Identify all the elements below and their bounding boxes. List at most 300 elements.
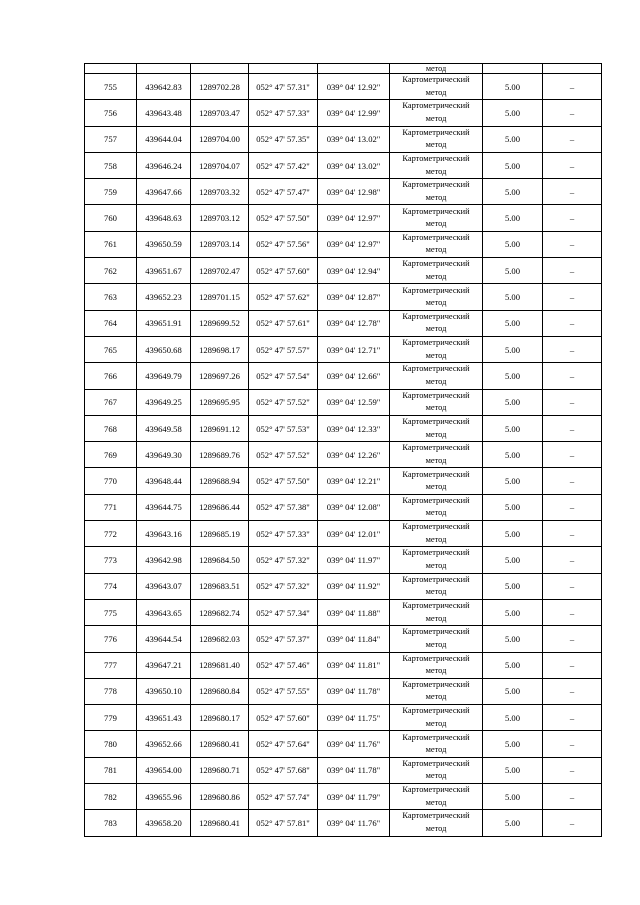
table-row bbox=[85, 310, 602, 336]
cell-accuracy: 5.00 bbox=[483, 784, 543, 810]
cell-note: – bbox=[543, 100, 602, 126]
cell-y: 1289685.19 bbox=[191, 521, 249, 547]
cell-y: 1289680.71 bbox=[191, 757, 249, 783]
cell-latitude: 052° 47' 57.32" bbox=[249, 547, 318, 573]
method-line-1: Картометрический bbox=[402, 522, 470, 532]
method-line-1: Картометрический bbox=[402, 285, 470, 295]
table-row bbox=[85, 678, 602, 704]
table-row bbox=[85, 179, 602, 205]
method-line-1: Картометрический bbox=[402, 338, 470, 348]
method-line-2: метод bbox=[425, 324, 447, 334]
cell-latitude: 052° 47' 57.68" bbox=[249, 757, 318, 783]
cell-longitude: 039° 04' 12.92" bbox=[318, 74, 390, 100]
cell-point-number: 768 bbox=[85, 415, 137, 441]
table-row bbox=[85, 205, 602, 231]
cell-note: – bbox=[543, 126, 602, 152]
cell-point-number: 758 bbox=[85, 152, 137, 178]
method-line-1: Картометрический bbox=[402, 206, 470, 216]
table-row bbox=[85, 626, 602, 652]
cell-point-number: 772 bbox=[85, 521, 137, 547]
cell-x: 439643.16 bbox=[137, 521, 191, 547]
cell-longitude: 039° 04' 13.02" bbox=[318, 152, 390, 178]
cell-accuracy: 5.00 bbox=[483, 521, 543, 547]
cell-x: 439643.07 bbox=[137, 573, 191, 599]
cell-longitude: 039° 04' 12.97" bbox=[318, 231, 390, 257]
cell-x: 439643.48 bbox=[137, 100, 191, 126]
cell-point-number bbox=[85, 64, 137, 74]
table-row bbox=[85, 415, 602, 441]
cell-note: – bbox=[543, 258, 602, 284]
cell-method bbox=[390, 810, 483, 836]
cell-latitude: 052° 47' 57.81" bbox=[249, 810, 318, 836]
method-line-2: метод bbox=[425, 718, 447, 728]
coordinates-table bbox=[84, 63, 602, 837]
cell-latitude: 052° 47' 57.38" bbox=[249, 494, 318, 520]
cell-x: 439649.25 bbox=[137, 389, 191, 415]
method-line-1: Картометрический bbox=[402, 653, 470, 663]
cell-note: – bbox=[543, 626, 602, 652]
method-line-1: Картометрический bbox=[402, 574, 470, 584]
cell-latitude: 052° 47' 57.64" bbox=[249, 731, 318, 757]
cell-latitude: 052° 47' 57.60" bbox=[249, 258, 318, 284]
cell-accuracy: 5.00 bbox=[483, 626, 543, 652]
cell-longitude: 039° 04' 12.94" bbox=[318, 258, 390, 284]
method-line-2: метод bbox=[425, 350, 447, 360]
cell-note: – bbox=[543, 599, 602, 625]
cell-method bbox=[390, 599, 483, 625]
table-row bbox=[85, 705, 602, 731]
cell-x: 439648.44 bbox=[137, 468, 191, 494]
cell-method: метод bbox=[390, 64, 483, 74]
cell-y: 1289703.47 bbox=[191, 100, 249, 126]
cell-method bbox=[390, 757, 483, 783]
cell-note: – bbox=[543, 494, 602, 520]
cell-accuracy: 5.00 bbox=[483, 678, 543, 704]
cell-x: 439650.10 bbox=[137, 678, 191, 704]
method-line-2: метод bbox=[425, 797, 447, 807]
method-line-1: Картометрический bbox=[402, 443, 470, 453]
cell-method bbox=[390, 205, 483, 231]
method-line-1: Картометрический bbox=[402, 469, 470, 479]
cell-longitude: 039° 04' 11.78" bbox=[318, 757, 390, 783]
cell-note: – bbox=[543, 179, 602, 205]
method-line-1: Картометрический bbox=[402, 548, 470, 558]
cell-y: 1289703.12 bbox=[191, 205, 249, 231]
method-line-1: Картометрический bbox=[402, 811, 470, 821]
cell-longitude: 039° 04' 11.97" bbox=[318, 547, 390, 573]
cell-x: 439644.54 bbox=[137, 626, 191, 652]
cell-y: 1289691.12 bbox=[191, 415, 249, 441]
cell-latitude: 052° 47' 57.35" bbox=[249, 126, 318, 152]
method-line-1: Картометрический bbox=[402, 101, 470, 111]
cell-method bbox=[390, 678, 483, 704]
cell-accuracy: 5.00 bbox=[483, 494, 543, 520]
table-row bbox=[85, 152, 602, 178]
cell-x: 439643.65 bbox=[137, 599, 191, 625]
table-row bbox=[85, 389, 602, 415]
cell-x: 439651.67 bbox=[137, 258, 191, 284]
cell-longitude: 039° 04' 12.78" bbox=[318, 310, 390, 336]
table-row bbox=[85, 573, 602, 599]
cell-note: – bbox=[543, 442, 602, 468]
cell-point-number: 759 bbox=[85, 179, 137, 205]
cell-longitude: 039° 04' 11.78" bbox=[318, 678, 390, 704]
cell-note: – bbox=[543, 310, 602, 336]
cell-latitude: 052° 47' 57.60" bbox=[249, 705, 318, 731]
cell-point-number: 756 bbox=[85, 100, 137, 126]
cell-accuracy: 5.00 bbox=[483, 231, 543, 257]
table-row bbox=[85, 100, 602, 126]
cell-x: 439650.59 bbox=[137, 231, 191, 257]
cell-longitude: 039° 04' 12.87" bbox=[318, 284, 390, 310]
cell-note: – bbox=[543, 757, 602, 783]
method-line-1: Картометрический bbox=[402, 758, 470, 768]
cell-longitude: 039° 04' 12.33" bbox=[318, 415, 390, 441]
cell-method bbox=[390, 363, 483, 389]
cell-method bbox=[390, 652, 483, 678]
cell-note: – bbox=[543, 784, 602, 810]
cell-x: 439642.98 bbox=[137, 547, 191, 573]
method-line-2: метод bbox=[425, 587, 447, 597]
cell-accuracy: 5.00 bbox=[483, 258, 543, 284]
cell-latitude: 052° 47' 57.50" bbox=[249, 205, 318, 231]
cell-y: 1289702.47 bbox=[191, 258, 249, 284]
cell-y: 1289689.76 bbox=[191, 442, 249, 468]
cell-method bbox=[390, 258, 483, 284]
cell-x: 439644.75 bbox=[137, 494, 191, 520]
cell-y: 1289684.50 bbox=[191, 547, 249, 573]
cell-latitude: 052° 47' 57.55" bbox=[249, 678, 318, 704]
cell-method bbox=[390, 152, 483, 178]
method-line-1: Картометрический bbox=[402, 679, 470, 689]
cell-note: – bbox=[543, 231, 602, 257]
cell-x: 439654.00 bbox=[137, 757, 191, 783]
table-row bbox=[85, 547, 602, 573]
cell-point-number: 762 bbox=[85, 258, 137, 284]
cell-latitude: 052° 47' 57.57" bbox=[249, 336, 318, 362]
method-line-1: Картометрический bbox=[402, 732, 470, 742]
cell-point-number: 755 bbox=[85, 74, 137, 100]
cell-longitude: 039° 04' 12.66" bbox=[318, 363, 390, 389]
cell-x: 439647.66 bbox=[137, 179, 191, 205]
cell-latitude: 052° 47' 57.56" bbox=[249, 231, 318, 257]
cell-latitude: 052° 47' 57.62" bbox=[249, 284, 318, 310]
method-line-1: Картометрический bbox=[402, 417, 470, 426]
method-line-2: метод bbox=[425, 482, 447, 492]
cell-note: – bbox=[543, 521, 602, 547]
cell-accuracy bbox=[483, 64, 543, 74]
method-line-2: метод bbox=[425, 560, 447, 570]
cell-y: 1289704.07 bbox=[191, 152, 249, 178]
cell-method bbox=[390, 442, 483, 468]
cell-longitude: 039° 04' 11.81" bbox=[318, 652, 390, 678]
cell-x: 439650.68 bbox=[137, 336, 191, 362]
table-row bbox=[85, 494, 602, 520]
cell-method bbox=[390, 547, 483, 573]
cell-y: 1289698.17 bbox=[191, 336, 249, 362]
cell-y: 1289682.03 bbox=[191, 626, 249, 652]
table-row bbox=[85, 442, 602, 468]
cell-longitude: 039° 04' 11.92" bbox=[318, 573, 390, 599]
cell-accuracy: 5.00 bbox=[483, 205, 543, 231]
cell-x: 439646.24 bbox=[137, 152, 191, 178]
cell-point-number: 766 bbox=[85, 363, 137, 389]
method-line-2: метод bbox=[425, 298, 447, 308]
cell-longitude: 039° 04' 12.71" bbox=[318, 336, 390, 362]
cell-note: – bbox=[543, 284, 602, 310]
cell-y: 1289702.28 bbox=[191, 74, 249, 100]
cell-longitude: 039° 04' 12.99" bbox=[318, 100, 390, 126]
cell-y bbox=[191, 64, 249, 74]
cell-point-number: 776 bbox=[85, 626, 137, 652]
cell-latitude: 052° 47' 57.42" bbox=[249, 152, 318, 178]
cell-method bbox=[390, 494, 483, 520]
cell-accuracy: 5.00 bbox=[483, 547, 543, 573]
method-line-2: метод bbox=[425, 376, 447, 386]
cell-y: 1289681.40 bbox=[191, 652, 249, 678]
cell-y: 1289680.86 bbox=[191, 784, 249, 810]
cell-latitude: 052° 47' 57.50" bbox=[249, 468, 318, 494]
cell-accuracy: 5.00 bbox=[483, 152, 543, 178]
table-row bbox=[85, 784, 602, 810]
cell-note: – bbox=[543, 652, 602, 678]
table-row bbox=[85, 336, 602, 362]
cell-longitude: 039° 04' 11.88" bbox=[318, 599, 390, 625]
cell-y: 1289703.14 bbox=[191, 231, 249, 257]
method-line-2: метод bbox=[425, 192, 447, 202]
cell-y: 1289699.52 bbox=[191, 310, 249, 336]
continuation-row bbox=[85, 64, 602, 74]
cell-x: 439648.63 bbox=[137, 205, 191, 231]
cell-accuracy: 5.00 bbox=[483, 599, 543, 625]
table-row bbox=[85, 126, 602, 152]
cell-x: 439644.04 bbox=[137, 126, 191, 152]
cell-method bbox=[390, 231, 483, 257]
cell-x: 439651.43 bbox=[137, 705, 191, 731]
cell-longitude: 039° 04' 11.84" bbox=[318, 626, 390, 652]
cell-accuracy: 5.00 bbox=[483, 652, 543, 678]
cell-point-number: 773 bbox=[85, 547, 137, 573]
cell-accuracy: 5.00 bbox=[483, 100, 543, 126]
cell-latitude: 052° 47' 57.61" bbox=[249, 310, 318, 336]
cell-method bbox=[390, 310, 483, 336]
cell-longitude: 039° 04' 12.26" bbox=[318, 442, 390, 468]
method-line-1: Картометрический bbox=[402, 706, 470, 716]
method-line-1: Картометрический bbox=[402, 364, 470, 374]
method-line-2: метод bbox=[425, 219, 447, 229]
cell-longitude: 039° 04' 11.79" bbox=[318, 784, 390, 810]
method-line-1: Картометрический bbox=[402, 154, 470, 164]
method-line-2: метод bbox=[425, 140, 447, 150]
cell-point-number: 779 bbox=[85, 705, 137, 731]
cell-accuracy: 5.00 bbox=[483, 310, 543, 336]
cell-y: 1289680.17 bbox=[191, 705, 249, 731]
method-line-2: метод bbox=[425, 771, 447, 781]
cell-y: 1289680.41 bbox=[191, 731, 249, 757]
cell-y: 1289704.00 bbox=[191, 126, 249, 152]
cell-method bbox=[390, 784, 483, 810]
cell-accuracy: 5.00 bbox=[483, 731, 543, 757]
cell-y: 1289680.84 bbox=[191, 678, 249, 704]
table-row bbox=[85, 284, 602, 310]
method-line-2: метод bbox=[425, 245, 447, 255]
method-line-1: Картометрический bbox=[402, 75, 470, 85]
method-line-1: Картометрический bbox=[402, 785, 470, 795]
cell-latitude: 052° 47' 57.32" bbox=[249, 573, 318, 599]
cell-latitude: 052° 47' 57.47" bbox=[249, 179, 318, 205]
cell-latitude: 052° 47' 57.33" bbox=[249, 521, 318, 547]
method-line-2: метод bbox=[425, 271, 447, 281]
cell-note: – bbox=[543, 415, 602, 441]
cell-longitude: 039° 04' 11.76" bbox=[318, 731, 390, 757]
cell-accuracy: 5.00 bbox=[483, 810, 543, 836]
cell-point-number: 764 bbox=[85, 310, 137, 336]
cell-longitude: 039° 04' 12.21" bbox=[318, 468, 390, 494]
method-line-2: метод bbox=[425, 455, 447, 465]
cell-x: 439649.30 bbox=[137, 442, 191, 468]
cell-accuracy: 5.00 bbox=[483, 363, 543, 389]
table-row bbox=[85, 810, 602, 836]
cell-method bbox=[390, 74, 483, 100]
cell-latitude: 052° 47' 57.52" bbox=[249, 389, 318, 415]
method-line-2: метод bbox=[425, 745, 447, 755]
cell-method bbox=[390, 415, 483, 441]
cell-latitude: 052° 47' 57.34" bbox=[249, 599, 318, 625]
cell-latitude: 052° 47' 57.53" bbox=[249, 415, 318, 441]
cell-x: 439652.23 bbox=[137, 284, 191, 310]
cell-accuracy: 5.00 bbox=[483, 284, 543, 310]
cell-latitude: 052° 47' 57.52" bbox=[249, 442, 318, 468]
table-row bbox=[85, 363, 602, 389]
cell-accuracy: 5.00 bbox=[483, 468, 543, 494]
method-line-1: Картометрический bbox=[402, 601, 470, 611]
cell-longitude bbox=[318, 64, 390, 74]
cell-point-number: 783 bbox=[85, 810, 137, 836]
cell-longitude: 039° 04' 12.97" bbox=[318, 205, 390, 231]
cell-accuracy: 5.00 bbox=[483, 179, 543, 205]
cell-x: 439649.58 bbox=[137, 415, 191, 441]
table-row bbox=[85, 258, 602, 284]
method-line-2: метод bbox=[425, 613, 447, 623]
method-line-2: метод bbox=[425, 666, 447, 676]
cell-y: 1289688.94 bbox=[191, 468, 249, 494]
cell-longitude: 039° 04' 12.59" bbox=[318, 389, 390, 415]
method-line-1: Картометрический bbox=[402, 311, 470, 321]
cell-point-number: 778 bbox=[85, 678, 137, 704]
cell-y: 1289695.95 bbox=[191, 389, 249, 415]
cell-x: 439647.21 bbox=[137, 652, 191, 678]
cell-longitude: 039° 04' 12.08" bbox=[318, 494, 390, 520]
cell-accuracy: 5.00 bbox=[483, 573, 543, 599]
method-line-1: Картометрический bbox=[402, 390, 470, 400]
cell-note: – bbox=[543, 336, 602, 362]
cell-point-number: 763 bbox=[85, 284, 137, 310]
cell-method bbox=[390, 626, 483, 652]
cell-accuracy: 5.00 bbox=[483, 705, 543, 731]
cell-note: – bbox=[543, 678, 602, 704]
cell-y: 1289697.26 bbox=[191, 363, 249, 389]
cell-longitude: 039° 04' 12.01" bbox=[318, 521, 390, 547]
cell-method bbox=[390, 389, 483, 415]
cell-method bbox=[390, 468, 483, 494]
method-line-1: Картометрический bbox=[402, 627, 470, 637]
method-line-2: метод bbox=[425, 823, 447, 833]
cell-method bbox=[390, 284, 483, 310]
cell-longitude: 039° 04' 13.02" bbox=[318, 126, 390, 152]
cell-longitude: 039° 04' 12.98" bbox=[318, 179, 390, 205]
cell-x: 439651.91 bbox=[137, 310, 191, 336]
method-line-1: Картометрический bbox=[402, 127, 470, 137]
cell-note: – bbox=[543, 573, 602, 599]
method-line-1: Картометрический bbox=[402, 259, 470, 269]
cell-method bbox=[390, 126, 483, 152]
cell-x: 439642.83 bbox=[137, 74, 191, 100]
cell-accuracy: 5.00 bbox=[483, 336, 543, 362]
cell-y: 1289680.41 bbox=[191, 810, 249, 836]
cell-point-number: 777 bbox=[85, 652, 137, 678]
cell-x bbox=[137, 64, 191, 74]
cell-latitude bbox=[249, 64, 318, 74]
method-line-2: метод bbox=[425, 508, 447, 518]
method-line-2: метод bbox=[425, 429, 447, 439]
cell-note: – bbox=[543, 731, 602, 757]
cell-y: 1289686.44 bbox=[191, 494, 249, 520]
cell-point-number: 757 bbox=[85, 126, 137, 152]
table-row bbox=[85, 731, 602, 757]
cell-x: 439652.66 bbox=[137, 731, 191, 757]
cell-accuracy: 5.00 bbox=[483, 74, 543, 100]
cell-note: – bbox=[543, 363, 602, 389]
table-row bbox=[85, 599, 602, 625]
cell-latitude: 052° 47' 57.37" bbox=[249, 626, 318, 652]
cell-y: 1289703.32 bbox=[191, 179, 249, 205]
cell-point-number: 760 bbox=[85, 205, 137, 231]
cell-y: 1289683.51 bbox=[191, 573, 249, 599]
table-body bbox=[85, 64, 602, 837]
cell-latitude: 052° 47' 57.46" bbox=[249, 652, 318, 678]
cell-point-number: 782 bbox=[85, 784, 137, 810]
cell-accuracy: 5.00 bbox=[483, 757, 543, 783]
cell-latitude: 052° 47' 57.74" bbox=[249, 784, 318, 810]
cell-point-number: 767 bbox=[85, 389, 137, 415]
table-row bbox=[85, 757, 602, 783]
cell-note: – bbox=[543, 74, 602, 100]
table-row bbox=[85, 521, 602, 547]
cell-method bbox=[390, 336, 483, 362]
cell-note: – bbox=[543, 468, 602, 494]
cell-method bbox=[390, 573, 483, 599]
cell-point-number: 770 bbox=[85, 468, 137, 494]
cell-point-number: 765 bbox=[85, 336, 137, 362]
cell-y: 1289701.15 bbox=[191, 284, 249, 310]
table-row bbox=[85, 231, 602, 257]
cell-accuracy: 5.00 bbox=[483, 415, 543, 441]
cell-method bbox=[390, 521, 483, 547]
cell-method bbox=[390, 731, 483, 757]
cell-point-number: 781 bbox=[85, 757, 137, 783]
cell-x: 439655.96 bbox=[137, 784, 191, 810]
cell-longitude: 039° 04' 11.76" bbox=[318, 810, 390, 836]
method-line-2: метод bbox=[425, 87, 447, 97]
cell-note: – bbox=[543, 152, 602, 178]
cell-note: – bbox=[543, 205, 602, 231]
table-row bbox=[85, 652, 602, 678]
cell-note: – bbox=[543, 389, 602, 415]
method-line-2: метод bbox=[425, 639, 447, 649]
cell-point-number: 771 bbox=[85, 494, 137, 520]
cell-method bbox=[390, 179, 483, 205]
cell-method bbox=[390, 705, 483, 731]
